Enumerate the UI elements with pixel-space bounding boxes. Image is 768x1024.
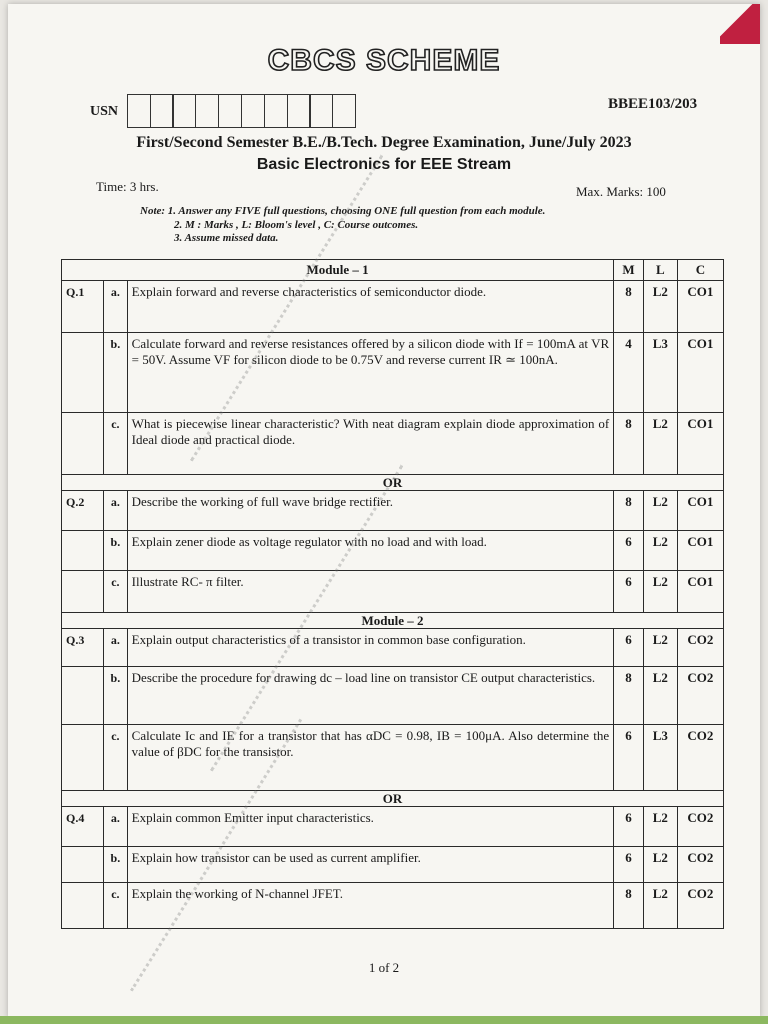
question-text: Explain how transistor can be used as current amplifier. [127, 847, 613, 883]
question-level: L2 [643, 491, 677, 531]
question-number [62, 531, 104, 571]
question-outcome: CO2 [677, 667, 723, 725]
subject-title: Basic Electronics for EEE Stream [256, 156, 512, 173]
question-marks: 6 [614, 847, 644, 883]
question-level: L2 [643, 571, 677, 613]
question-outcome: CO2 [677, 847, 723, 883]
question-text: What is piecewise linear characteristic? With neat diagram explain diode approximation of Ideal diode and practical diode. [127, 413, 613, 475]
question-level: L2 [643, 629, 677, 667]
question-text: Describe the procedure for drawing dc – load line on transistor CE output characteristics. [127, 667, 613, 725]
question-part: c. [104, 571, 128, 613]
question-text: Explain common Emitter input characteristics. [127, 807, 613, 847]
question-outcome: CO2 [677, 629, 723, 667]
question-marks: 6 [614, 571, 644, 613]
question-level: L2 [643, 667, 677, 725]
question-row [62, 531, 724, 571]
col-marks: M [614, 260, 644, 281]
exam-title: First/Second Semester B.E./B.Tech. Degree Examination, June/July 2023 [136, 134, 632, 151]
usn-box[interactable] [332, 94, 356, 128]
question-outcome: CO1 [677, 281, 723, 333]
question-part: b. [104, 333, 128, 413]
subject-code: BBEE103/203 [608, 96, 698, 112]
question-row [62, 629, 724, 667]
question-table [61, 259, 724, 929]
question-outcome: CO1 [677, 333, 723, 413]
question-row [62, 413, 724, 475]
question-text: Calculate Ic and IE for a transistor that has αDC = 0.98, IB = 100μA. Also determine the value of βDC for the transistor. [127, 725, 613, 791]
usn-box[interactable] [241, 94, 265, 128]
question-number [62, 571, 104, 613]
question-part: b. [104, 847, 128, 883]
question-part: a. [104, 807, 128, 847]
red-corner-decoration [720, 4, 760, 44]
question-outcome: CO2 [677, 883, 723, 929]
question-level: L2 [643, 281, 677, 333]
question-level: L2 [643, 847, 677, 883]
question-number: Q.4 [62, 807, 104, 847]
green-edge-decoration [0, 1016, 768, 1024]
usn-box[interactable] [287, 94, 311, 128]
note-line-2: 2. M : Marks , L: Bloom's level , C: Course outcomes. [174, 218, 419, 231]
usn-label: USN [90, 104, 119, 119]
question-part: c. [104, 883, 128, 929]
question-marks: 8 [614, 883, 644, 929]
question-part: a. [104, 491, 128, 531]
question-number [62, 413, 104, 475]
question-row [62, 281, 724, 333]
question-row [62, 333, 724, 413]
question-marks: 4 [614, 333, 644, 413]
question-marks: 8 [614, 413, 644, 475]
question-text: Explain the working of N-channel JFET. [127, 883, 613, 929]
question-text: Illustrate RC- π filter. [127, 571, 613, 613]
or-divider [62, 791, 724, 807]
usn-box[interactable] [264, 94, 288, 128]
question-marks: 8 [614, 281, 644, 333]
question-row [62, 847, 724, 883]
question-row [62, 725, 724, 791]
question-marks: 6 [614, 629, 644, 667]
question-number [62, 883, 104, 929]
scheme-heading: CBCS SCHEME [267, 44, 501, 77]
question-part: b. [104, 531, 128, 571]
question-level: L2 [643, 413, 677, 475]
or-label: OR [62, 475, 724, 491]
question-marks: 8 [614, 491, 644, 531]
note-line-3: 3. Assume missed data. [174, 232, 279, 244]
question-level: L2 [643, 883, 677, 929]
page-number: 1 of 2 [368, 960, 400, 975]
question-number [62, 847, 104, 883]
question-number [62, 333, 104, 413]
question-level: L3 [643, 333, 677, 413]
question-marks: 6 [614, 807, 644, 847]
col-level: L [643, 260, 677, 281]
question-text: Calculate forward and reverse resistances offered by a silicon diode with If = 100mA at VR = 50V. Assume VF for silicon diode to be 0.75V and reverse current IR ≃ 100nA. [127, 333, 613, 413]
usn-box[interactable] [195, 94, 219, 128]
question-row [62, 667, 724, 725]
question-level: L2 [643, 531, 677, 571]
question-row [62, 807, 724, 847]
question-part: c. [104, 725, 128, 791]
or-label: OR [62, 791, 724, 807]
question-number [62, 667, 104, 725]
question-number: Q.3 [62, 629, 104, 667]
question-part: c. [104, 413, 128, 475]
exam-duration: Time: 3 hrs. [96, 179, 159, 194]
question-outcome: CO1 [677, 413, 723, 475]
usn-box[interactable] [172, 94, 196, 128]
usn-box[interactable] [309, 94, 333, 128]
max-marks: Max. Marks: 100 [576, 184, 666, 199]
question-number: Q.2 [62, 491, 104, 531]
question-marks: 8 [614, 667, 644, 725]
note-line-1: Note: 1. Answer any FIVE full questions, choosing ONE full question from each module. [140, 205, 546, 217]
module-2-title: Module – 2 [62, 613, 724, 629]
question-part: a. [104, 281, 128, 333]
question-text: Explain output characteristics of a transistor in common base configuration. [127, 629, 613, 667]
usn-boxes [128, 94, 356, 128]
question-number [62, 725, 104, 791]
question-outcome: CO2 [677, 725, 723, 791]
question-part: a. [104, 629, 128, 667]
question-outcome: CO1 [677, 531, 723, 571]
question-number: Q.1 [62, 281, 104, 333]
question-text: Explain zener diode as voltage regulator with no load and with load. [127, 531, 613, 571]
question-level: L2 [643, 807, 677, 847]
question-text: Explain forward and reverse characteristics of semiconductor diode. [127, 281, 613, 333]
question-outcome: CO2 [677, 807, 723, 847]
usn-box[interactable] [150, 94, 174, 128]
question-part: b. [104, 667, 128, 725]
question-text: Describe the working of full wave bridge rectifier. [127, 491, 613, 531]
question-marks: 6 [614, 725, 644, 791]
usn-box[interactable] [218, 94, 242, 128]
module-1-header [62, 260, 724, 281]
question-row [62, 571, 724, 613]
question-level: L3 [643, 725, 677, 791]
question-marks: 6 [614, 531, 644, 571]
col-outcome: C [677, 260, 723, 281]
module-1-title: Module – 1 [62, 260, 614, 281]
question-outcome: CO1 [677, 491, 723, 531]
question-row [62, 883, 724, 929]
module-2-header [62, 613, 724, 629]
usn-box[interactable] [127, 94, 151, 128]
question-outcome: CO1 [677, 571, 723, 613]
